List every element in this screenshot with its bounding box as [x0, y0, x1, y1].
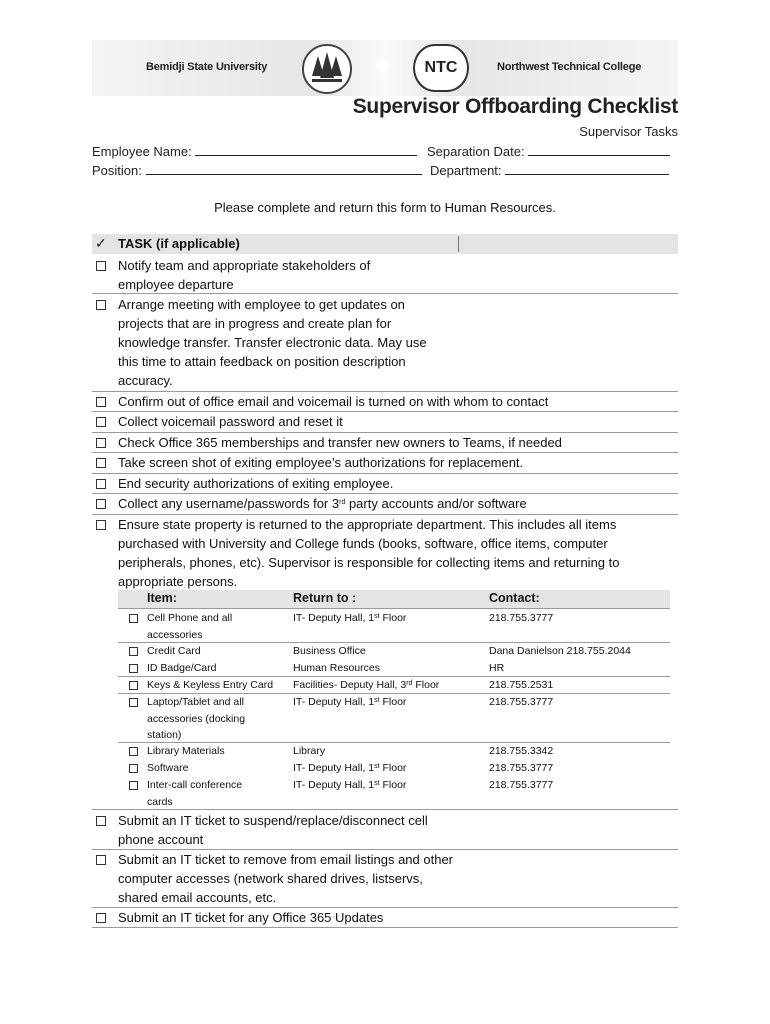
task-text: purchased with University and College funds (books, software, office items, computer: [118, 536, 608, 551]
task-table-header: [92, 234, 678, 254]
item-name: accessories: [147, 628, 203, 641]
task-text: Collect voicemail password and reset it: [118, 414, 343, 429]
task-text: phone account: [118, 832, 204, 847]
item-contact: 218.755.3777: [489, 696, 554, 708]
task-text: Arrange meeting with employee to get updates on: [118, 297, 405, 312]
item-checkbox[interactable]: [129, 664, 138, 673]
instruction-text: Please complete and return this form to Human Resources.: [214, 200, 556, 215]
item-contact: 218.755.3777: [489, 612, 554, 624]
task-header-label: TASK (if applicable): [118, 236, 240, 251]
task-row: [92, 515, 678, 591]
item-name: Laptop/Tablet and all: [147, 696, 244, 708]
item-contact: 218.755.3777: [489, 762, 554, 774]
employee-name-label: Employee Name:: [92, 144, 192, 159]
item-name: Software: [147, 762, 189, 774]
task-text: employee departure: [118, 277, 234, 292]
item-name: Credit Card: [147, 645, 201, 657]
task-row: [92, 412, 678, 433]
items-header-item: Item:: [147, 591, 177, 605]
task-text: shared email accounts, etc.: [118, 890, 277, 905]
item-name: station): [147, 729, 182, 741]
task-row: [92, 494, 678, 515]
items-header-return: Return to :: [293, 591, 357, 605]
task-row: [92, 811, 678, 850]
task-checkbox[interactable]: [96, 438, 106, 448]
position-label: Position:: [92, 163, 142, 178]
item-contact: Dana Danielson 218.755.2044: [489, 645, 631, 657]
task-text: knowledge transfer. Transfer electronic data. May use: [118, 335, 427, 350]
task-text: Take screen shot of exiting employee’s authorizations for replacement.: [118, 455, 524, 470]
item-return-to: Business Office: [293, 645, 366, 657]
task-text: accuracy.: [118, 373, 173, 388]
item-return-to: Library: [293, 745, 326, 757]
page-subtitle: Supervisor Tasks: [579, 124, 678, 139]
position-row: [92, 162, 422, 178]
item-name: Library Materials: [147, 745, 225, 757]
item-return-to: Facilities- Deputy Hall, 3rd Floor: [293, 679, 440, 691]
item-name: Keys & Keyless Entry Card: [147, 679, 274, 691]
task-row: [92, 392, 678, 412]
position-field[interactable]: [146, 162, 422, 175]
task-text: Submit an IT ticket for any Office 365 Updates: [118, 910, 384, 925]
item-checkbox[interactable]: [129, 647, 138, 656]
item-return-to: IT- Deputy Hall, 1st Floor: [293, 779, 407, 791]
item-name: accessories (docking: [147, 712, 246, 725]
item-checkbox[interactable]: [129, 747, 138, 756]
page-title: Supervisor Offboarding Checklist: [352, 95, 678, 118]
task-text: appropriate persons.: [118, 574, 238, 589]
task-text: computer accesses (network shared drives, listservs,: [118, 871, 423, 886]
task-text: Ensure state property is returned to the appropriate department. This includes all items: [118, 517, 617, 532]
task-checkbox[interactable]: [96, 397, 106, 407]
item-return-to: IT- Deputy Hall, 1st Floor: [293, 612, 407, 624]
items-table-header: [118, 590, 670, 608]
item-contact: 218.755.3342: [489, 745, 554, 757]
task-checkbox[interactable]: [96, 261, 106, 271]
ntc-name: Northwest Technical College: [497, 61, 642, 73]
item-contact: 218.755.2531: [489, 679, 554, 691]
item-checkbox[interactable]: [129, 614, 138, 623]
item-checkbox[interactable]: [129, 781, 138, 790]
item-return-to: Human Resources: [293, 662, 380, 674]
separation-date-field[interactable]: [528, 143, 670, 156]
task-checkbox[interactable]: [96, 816, 106, 826]
task-row: [92, 908, 678, 928]
separation-date-row: [427, 143, 670, 159]
bsu-name: Bemidji State University: [146, 61, 268, 73]
employee-name-row: [92, 143, 417, 159]
item-contact: HR: [489, 662, 505, 674]
item-return-to: IT- Deputy Hall, 1st Floor: [293, 696, 407, 708]
task-text: this time to attain feedback on position description: [118, 354, 406, 369]
ntc-logo: NTC: [413, 44, 469, 92]
items-header-contact: Contact:: [489, 591, 540, 605]
task-text: projects that are in progress and create plan for: [118, 316, 392, 331]
task-text: Check Office 365 memberships and transfer new owners to Teams, if needed: [118, 435, 562, 450]
task-text: Submit an IT ticket to remove from email listings and other: [118, 852, 454, 867]
task-checkbox[interactable]: [96, 520, 106, 530]
department-field[interactable]: [505, 162, 669, 175]
task-row: [92, 453, 678, 474]
task-text: peripherals, phones, etc). Supervisor is responsible for collecting items and returning to: [118, 555, 620, 570]
bsu-tree-logo-icon: [302, 44, 352, 94]
task-checkbox[interactable]: [96, 417, 106, 427]
item-contact: 218.755.3777: [489, 779, 554, 791]
task-checkbox[interactable]: [96, 300, 106, 310]
task-row: [92, 295, 678, 392]
task-text: Confirm out of office email and voicemail is turned on with whom to contact: [118, 394, 549, 409]
separation-date-label: Separation Date:: [427, 144, 525, 159]
task-checkbox[interactable]: [96, 855, 106, 865]
task-row: [92, 433, 678, 453]
item-checkbox[interactable]: [129, 764, 138, 773]
task-row: [92, 256, 678, 294]
task-text: Submit an IT ticket to suspend/replace/disconnect cell: [118, 813, 428, 828]
item-name: cards: [147, 795, 173, 808]
department-row: [430, 162, 669, 178]
task-row: [92, 850, 678, 908]
task-row: [92, 474, 678, 494]
item-checkbox[interactable]: [129, 698, 138, 707]
item-name: Cell Phone and all: [147, 612, 233, 624]
task-text: End security authorizations of exiting employee.: [118, 476, 394, 491]
task-checkbox[interactable]: [96, 458, 106, 468]
checkmark-icon: ✓: [95, 235, 107, 251]
department-label: Department:: [430, 163, 502, 178]
task-text: Notify team and appropriate stakeholders of: [118, 258, 371, 273]
task-checkbox[interactable]: [96, 479, 106, 489]
employee-name-field[interactable]: [195, 143, 417, 156]
task-text: Collect any username/passwords for 3rd party accounts and/or software: [118, 496, 527, 511]
item-return-to: IT- Deputy Hall, 1st Floor: [293, 762, 407, 774]
item-checkbox[interactable]: [129, 681, 138, 690]
task-checkbox[interactable]: [96, 499, 106, 509]
item-name: Inter-call conference: [147, 779, 243, 791]
task-checkbox[interactable]: [96, 913, 106, 923]
item-name: ID Badge/Card: [147, 662, 217, 674]
